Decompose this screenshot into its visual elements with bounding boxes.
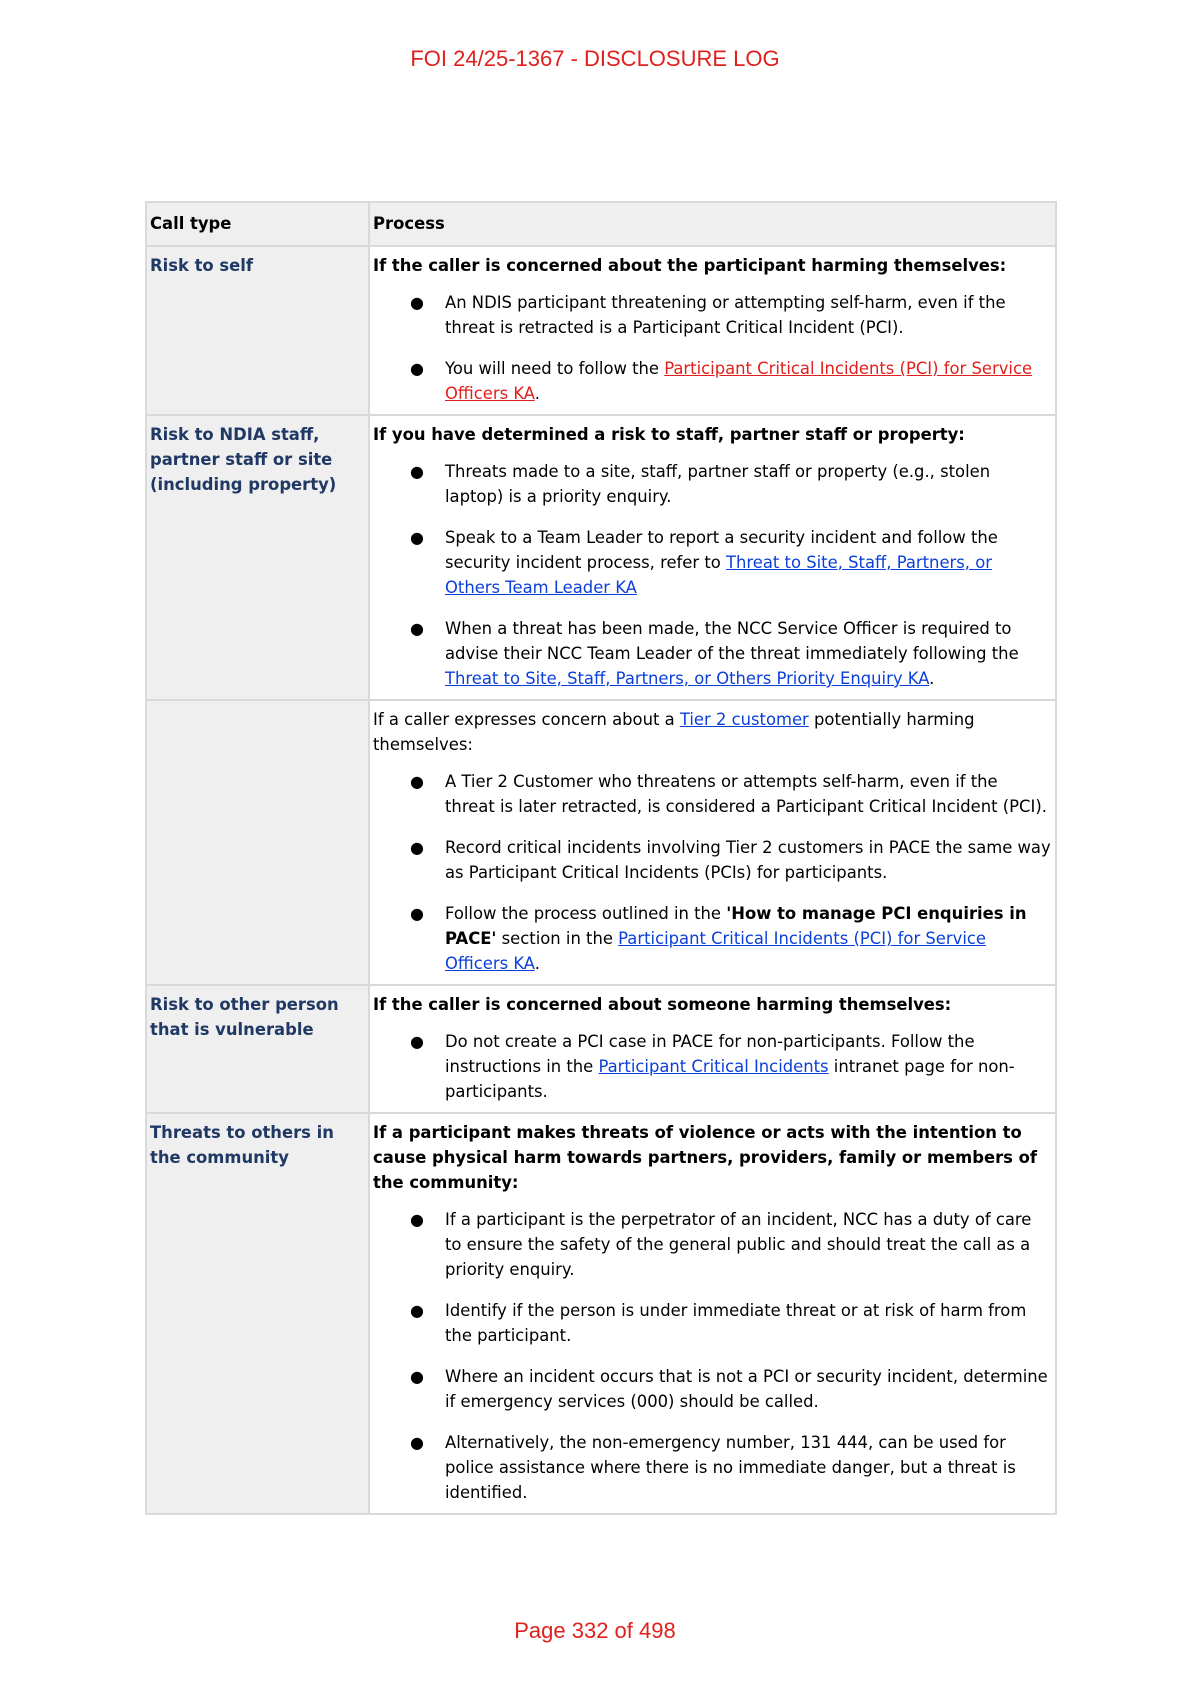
list-item-text: Speak to a Team Leader to report a security incident and follow the security incident process, refer to (445, 528, 998, 572)
process-cell (369, 246, 1056, 415)
process-lead: If the caller is concerned about the participant harming themselves: (373, 256, 1007, 275)
table-row (146, 415, 1056, 700)
list-item-text: Alternatively, the non-emergency number, 131 444, can be used for police assistance where there is no immediate danger, but a threat is identified. (445, 1433, 1016, 1502)
list-item (373, 1298, 1051, 1348)
pci-service-officers-ka-link[interactable]: Participant Critical Incidents (PCI) for Service Officers KA (445, 929, 986, 973)
call-type-cell: Risk to self (146, 246, 369, 415)
list-item-text: section in the (496, 929, 619, 948)
list-item (373, 525, 1051, 600)
threat-priority-enquiry-ka-link[interactable]: Threat to Site, Staff, Partners, or Others Priority Enquiry KA (445, 669, 930, 688)
call-type-cell: Risk to other person that is vulnerable (146, 985, 369, 1113)
call-type-cell: Risk to NDIA staff, partner staff or site (including property) (146, 415, 369, 700)
participant-critical-incidents-link[interactable]: Participant Critical Incidents (598, 1057, 829, 1076)
list-item-text: An NDIS participant threatening or attempting self-harm, even if the threat is retracted is a Participant Critical Incident (PCI). (445, 293, 1006, 337)
list-item-text: Threats made to a site, staff, partner staff or property (e.g., stolen laptop) is a priority enquiry. (445, 462, 991, 506)
bullet-list (373, 1029, 1051, 1104)
call-type-cell: Threats to others in the community (146, 1113, 369, 1514)
process-cell (369, 1113, 1056, 1514)
list-item-text: . (929, 669, 935, 688)
list-item-bold-text: 'How to manage PCI enquiries in PACE' (445, 904, 1027, 948)
list-item-text: Record critical incidents involving Tier 2 customers in PACE the same way as Participant Critical Incidents (PCIs) for participants. (445, 838, 1051, 882)
table-header-row (146, 202, 1056, 246)
list-item-text: You will need to follow the (445, 359, 665, 378)
bullet-list (373, 459, 1051, 691)
list-item-text: Do not create a PCI case in PACE for non-participants. Follow the instructions in the (445, 1032, 975, 1076)
bullet-icon: ● (410, 1433, 424, 1452)
process-cell (369, 415, 1056, 700)
list-item (373, 769, 1051, 819)
column-header-process: Process (369, 202, 1056, 246)
pci-service-officers-ka-link[interactable]: Participant Critical Incidents (PCI) for Service Officers KA (445, 359, 1033, 403)
list-item (373, 1364, 1051, 1414)
list-item (373, 459, 1051, 509)
column-header-call-type: Call type (146, 202, 369, 246)
list-item (373, 290, 1051, 340)
list-item-text: If a participant is the perpetrator of an incident, NCC has a duty of care to ensure the safety of the general public and should treat the call as a priority enquiry. (445, 1210, 1032, 1279)
list-item-text: . (534, 384, 540, 403)
bullet-icon: ● (410, 1210, 424, 1229)
process-lead (373, 707, 1051, 757)
tier-2-customer-link[interactable]: Tier 2 customer (679, 710, 809, 729)
list-item-text: Identify if the person is under immediate threat or at risk of harm from the participant. (445, 1301, 1027, 1345)
list-item-text: When a threat has been made, the NCC Service Officer is required to advise their NCC Team Leader of the threat immediately following the (445, 619, 1019, 663)
page-number-footer: Page 332 of 498 (514, 1618, 676, 1643)
document-header: FOI 24/25-1367 - DISCLOSURE LOG (410, 46, 780, 71)
table-row (146, 700, 1056, 985)
bullet-icon: ● (410, 359, 424, 378)
bullet-list (373, 1207, 1051, 1505)
list-item (373, 1029, 1051, 1104)
bullet-icon: ● (410, 528, 424, 547)
process-cell (369, 700, 1056, 985)
bullet-icon: ● (410, 838, 424, 857)
list-item (373, 1207, 1051, 1282)
process-lead: If a participant makes threats of violence or acts with the intention to cause physical harm towards partners, providers, family or members of the community: (373, 1123, 1038, 1192)
process-lead: If the caller is concerned about someone harming themselves: (373, 995, 952, 1014)
bullet-list (373, 769, 1051, 976)
list-item-text: A Tier 2 Customer who threatens or attempts self-harm, even if the threat is later retracted, is considered a Participant Critical Incident (PCI). (445, 772, 1047, 816)
list-item-text: . (534, 954, 540, 973)
bullet-icon: ● (410, 619, 424, 638)
bullet-icon: ● (410, 904, 424, 923)
process-lead: If you have determined a risk to staff, partner staff or property: (373, 425, 965, 444)
list-item (373, 835, 1051, 885)
table-row (146, 1113, 1056, 1514)
table-row (146, 246, 1056, 415)
bullet-list (373, 290, 1051, 406)
list-item (373, 1430, 1051, 1505)
bullet-icon: ● (410, 772, 424, 791)
table-row (146, 985, 1056, 1113)
bullet-icon: ● (410, 1301, 424, 1320)
list-item-text: intranet page for non-participants. (445, 1057, 1015, 1101)
list-item-text: Follow the process outlined in the (445, 904, 727, 923)
bullet-icon: ● (410, 1032, 424, 1051)
list-item (373, 901, 1051, 976)
call-type-cell (146, 700, 369, 985)
process-lead-text: potentially harming themselves: (373, 710, 975, 754)
bullet-icon: ● (410, 1367, 424, 1386)
list-item-text: Where an incident occurs that is not a PCI or security incident, determine if emergency services (000) should be called. (445, 1367, 1048, 1411)
bullet-icon: ● (410, 462, 424, 481)
list-item (373, 356, 1051, 406)
process-cell (369, 985, 1056, 1113)
bullet-icon: ● (410, 293, 424, 312)
threat-team-leader-ka-link[interactable]: Threat to Site, Staff, Partners, or Others Team Leader KA (445, 553, 992, 597)
process-lead-text: If a caller expresses concern about a (373, 710, 680, 729)
list-item (373, 616, 1051, 691)
call-type-process-table (145, 201, 1057, 1515)
